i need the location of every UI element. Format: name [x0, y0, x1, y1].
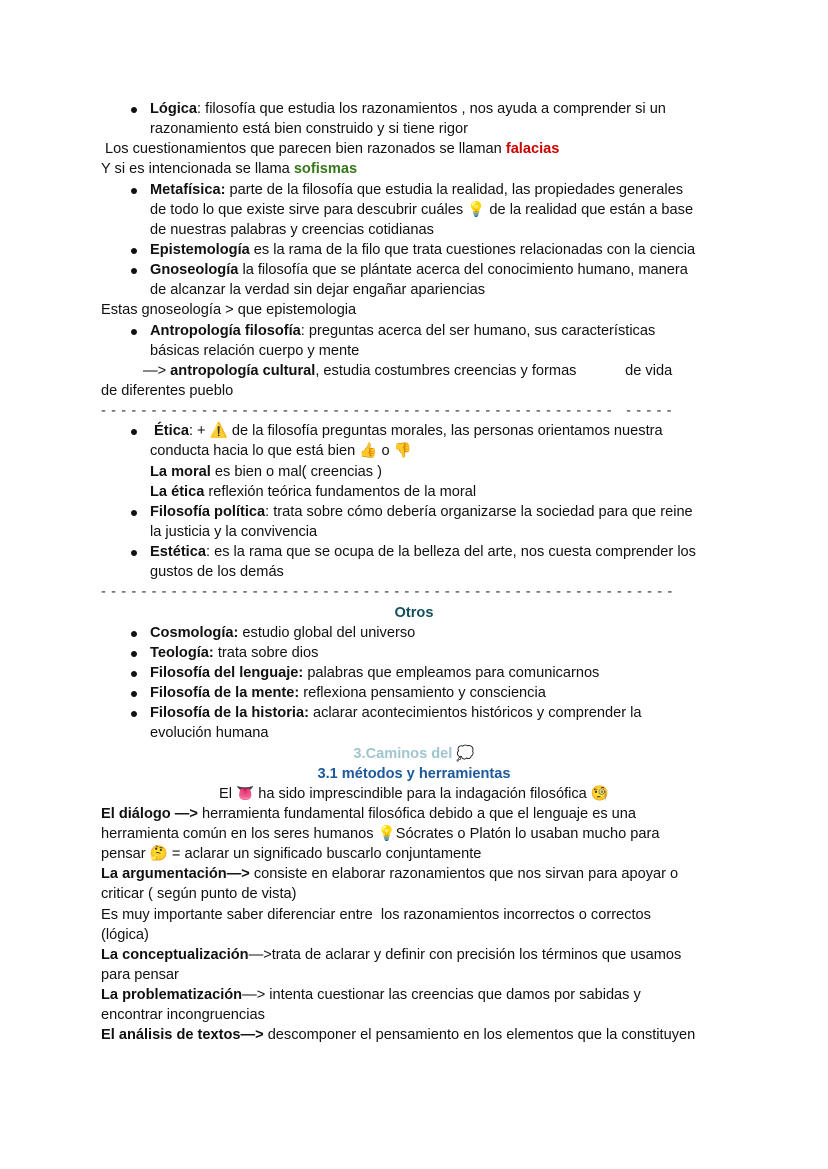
text-line: [101, 844, 727, 864]
bold-term: Epistemología: [150, 241, 250, 258]
bold-term: Filosofía de la mente:: [150, 685, 300, 702]
text-line: [101, 562, 727, 582]
text-segment: reflexiona pensamiento y consciencia: [299, 685, 546, 702]
text-line: [101, 441, 727, 461]
text-line: [101, 139, 727, 159]
bullet-item: [101, 99, 727, 119]
text-segment: Es muy importante saber diferenciar entre los razonamientos incorrectos o correctos: [101, 906, 651, 923]
text-segment: de diferentes pueblo: [101, 382, 234, 399]
text-segment: herramienta fundamental filosófica debido a que el lenguaje es una: [197, 805, 637, 822]
bullet-item: [101, 321, 727, 341]
bullet-item: [101, 260, 727, 280]
bold-term: sofismas: [293, 161, 358, 178]
bold-term: Ética: [150, 423, 189, 440]
text-segment: de todo lo que existe sirve para descubrir cuáles 💡 de la realidad que están a base: [150, 201, 694, 218]
text-segment: palabras que empleamos para comunicarnos: [303, 664, 600, 681]
dashed-divider: [101, 401, 727, 421]
bullet-item: [101, 180, 727, 200]
bold-term: falacias: [505, 141, 560, 158]
centered-heading-line: [101, 744, 727, 764]
text-segment: es bien o mal( creencias ): [210, 463, 382, 480]
text-line: [101, 945, 727, 965]
text-segment: pensar 🤔 = aclarar un significado buscarlo conjuntamente: [101, 846, 482, 863]
text-segment: parte de la filosofía que estudia la realidad, las propiedades generales: [225, 181, 684, 198]
text-segment: Los cuestionamientos que parecen bien razonados se llaman: [101, 141, 506, 158]
bullet-item: [101, 240, 727, 260]
bold-term: Metafísica:: [150, 181, 226, 198]
text-segment: básicas relación cuerpo y mente: [150, 342, 360, 359]
bullet-item: [101, 643, 727, 663]
text-line: [101, 220, 727, 240]
bullet-item: [101, 502, 727, 522]
text-line: [101, 965, 727, 985]
text-segment: estudio global del universo: [238, 624, 416, 641]
text-segment: para pensar: [101, 967, 179, 984]
text-segment: El 👅 ha sido imprescindible para la indagación filosófica 🧐: [218, 785, 610, 802]
text-segment: : + ⚠️ de la filosofía preguntas morales, las personas orientamos nuestra: [188, 423, 663, 440]
text-line: [101, 1005, 727, 1025]
bold-term: La argumentación—>: [101, 866, 250, 883]
text-line: [101, 925, 727, 945]
text-segment: gustos de los demás: [150, 564, 284, 581]
bold-term: La ética: [150, 483, 205, 500]
text-segment: - - - - - - - - - - - - - - - - - - - - - - - - - - - - - - - - - - - - - - - - - - - - - - - - - - - - - - - - -: [101, 584, 673, 601]
text-segment: razonamiento está bien construido y si tiene rigor: [150, 121, 468, 138]
text-line: [101, 985, 727, 1005]
text-segment: : es la rama que se ocupa de la belleza del arte, nos cuesta comprender los: [205, 544, 696, 561]
text-segment: —>: [143, 362, 171, 379]
text-segment: la justicia y la convivencia: [150, 523, 318, 540]
bullet-item: [101, 683, 727, 703]
bold-term: Cosmología:: [150, 624, 239, 641]
text-segment: (lógica): [101, 926, 149, 943]
bold-term: Otros: [394, 604, 434, 621]
document-body: [101, 99, 727, 1046]
text-segment: evolución humana: [150, 725, 269, 742]
text-segment: aclarar acontecimientos históricos y comprender la: [308, 705, 642, 722]
text-segment: trata sobre dios: [213, 644, 319, 661]
text-line: [101, 341, 727, 361]
text-line: [101, 804, 727, 824]
bold-term: El diálogo —>: [101, 805, 198, 822]
text-segment: herramienta común en los seres humanos 💡Sócrates o Platón lo usaban mucho para: [101, 826, 660, 843]
text-segment: —>trata de aclarar y definir con precisión los términos que usamos: [248, 946, 682, 963]
text-segment: encontrar incongruencias: [101, 1007, 265, 1024]
bold-term: Gnoseología: [150, 262, 239, 279]
bold-term: La conceptualización: [101, 946, 249, 963]
text-segment: : filosofía que estudia los razonamientos , nos ayuda a comprender si un: [197, 101, 666, 117]
text-segment: conducta hacia lo que está bien 👍 o 👎: [150, 443, 412, 460]
dashed-divider: [101, 582, 727, 602]
bullet-item: [101, 421, 727, 441]
bold-term: 3.1 métodos y herramientas: [317, 765, 511, 782]
text-segment: descomponer el pensamiento en los elementos que la constituyen: [263, 1027, 696, 1044]
text-segment: criticar ( según punto de vista): [101, 886, 297, 903]
text-line: [101, 280, 727, 300]
bold-term: Filosofía de la historia:: [150, 705, 309, 722]
text-segment: : preguntas acerca del ser humano, sus características: [300, 322, 656, 339]
text-segment: reflexión teórica fundamentos de la moral: [204, 483, 477, 500]
text-line: [101, 482, 727, 502]
text-line: [101, 905, 727, 925]
bold-term: 3.Caminos del 💭: [353, 745, 475, 762]
text-segment: Y si es intencionada se llama: [101, 161, 294, 178]
text-segment: : trata sobre cómo debería organizarse la sociedad para que reine: [265, 503, 693, 520]
bullet-item: [101, 663, 727, 683]
bold-term: Lógica: [150, 101, 198, 117]
bold-term: La moral: [150, 463, 211, 480]
text-line: [101, 361, 727, 381]
text-segment: es la rama de la filo que trata cuestiones relacionadas con la ciencia: [249, 241, 696, 258]
bold-term: Estética: [150, 544, 206, 561]
text-line: [101, 723, 727, 743]
bold-term: Filosofía del lenguaje:: [150, 664, 304, 681]
bold-term: antropología cultural: [170, 362, 316, 379]
bold-term: El análisis de textos—>: [101, 1027, 264, 1044]
bullet-item: [101, 542, 727, 562]
text-line: [101, 119, 727, 139]
bold-term: La problematización: [101, 987, 243, 1004]
text-segment: Estas gnoseología > que epistemologia: [101, 302, 357, 319]
bullet-item: [101, 703, 727, 723]
text-line: [101, 159, 727, 179]
bold-term: Teología:: [150, 644, 214, 661]
text-segment: , estudia costumbres creencias y formas de vida: [315, 362, 673, 379]
centered-heading-line: [101, 603, 727, 623]
bold-term: Filosofía política: [150, 503, 266, 520]
text-segment: de alcanzar la verdad sin dejar engañar apariencias: [150, 282, 486, 299]
text-line: [101, 864, 727, 884]
text-line: [101, 381, 727, 401]
text-line: [101, 462, 727, 482]
text-segment: —> intenta cuestionar las creencias que damos por sabidas y: [242, 987, 641, 1004]
text-segment: de nuestras palabras y creencias cotidianas: [150, 221, 434, 238]
text-segment: - - - - - - - - - - - - - - - - - - - - - - - - - - - - - - - - - - - - - - - - - - - - - - - - - - - - - - - -: [101, 403, 673, 420]
text-line: [101, 200, 727, 220]
centered-heading-line: [101, 784, 727, 804]
text-line: [101, 300, 727, 320]
text-line: [101, 1025, 727, 1045]
text-line: [101, 522, 727, 542]
bullet-item: [101, 623, 727, 643]
text-line: [101, 824, 727, 844]
bold-term: Antropología filosofía: [150, 322, 301, 339]
centered-heading-line: [101, 764, 727, 784]
text-line: [101, 884, 727, 904]
text-segment: consiste en elaborar razonamientos que nos sirvan para apoyar o: [249, 866, 679, 883]
text-segment: la filosofía que se plántate acerca del conocimiento humano, manera: [238, 262, 688, 279]
